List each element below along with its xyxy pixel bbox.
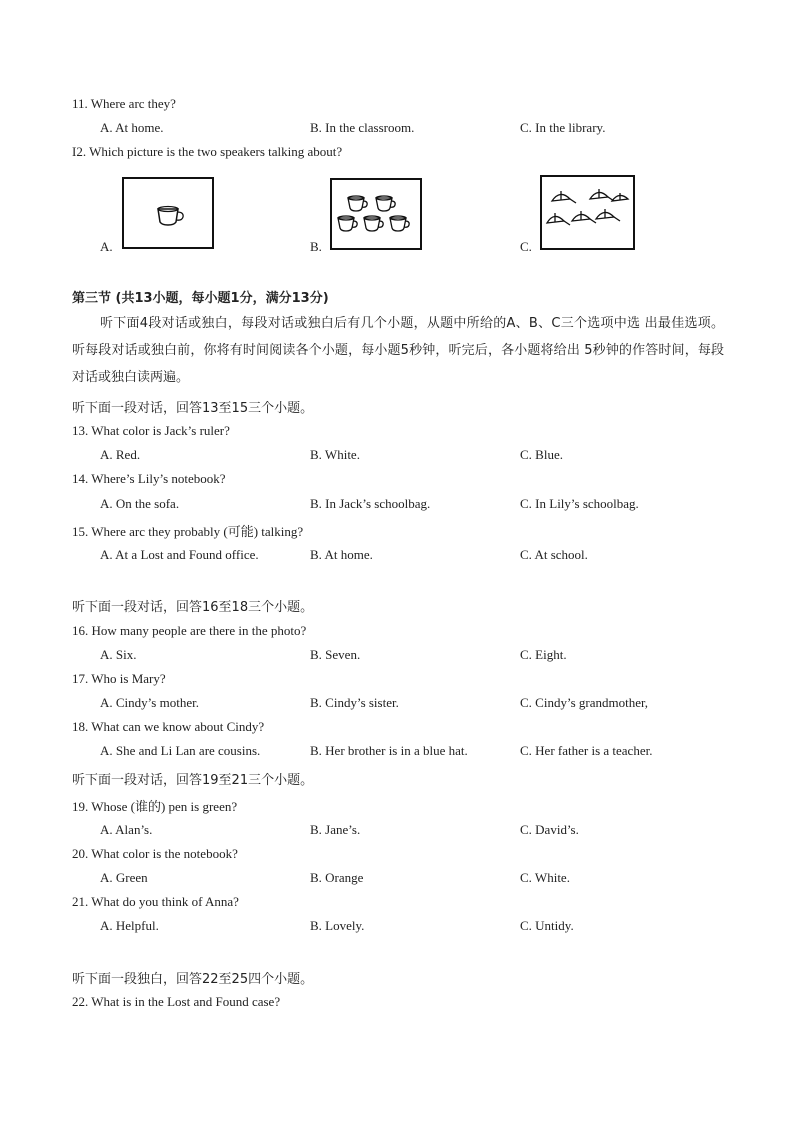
q17-option-c: C. Cindy’s grandmother, — [520, 695, 649, 710]
question-21: 21. What do you think of Anna? — [72, 894, 239, 909]
q19-option-c: C. David’s. — [520, 822, 579, 837]
q11-option-c: C. In the library. — [520, 120, 606, 135]
group-3-prompt: 听下面一段对话，回答19至21三个小题。 — [72, 773, 314, 788]
question-13: 13. What color is Jack’s ruler? — [72, 423, 230, 438]
question-15: 15. Where arc they probably (可能) talking? — [72, 524, 304, 539]
q14-option-b: B. In Jack’s schoolbag. — [310, 496, 431, 511]
group-2-prompt: 听下面一段对话，回答16至18三个小题。 — [72, 600, 314, 615]
q19-option-a: A. Alan’s. — [100, 822, 153, 837]
q18-option-b: B. Her brother is in a blue hat. — [310, 743, 468, 758]
q19-option-b: B. Jane’s. — [310, 822, 361, 837]
q15-option-b: B. At home. — [310, 547, 373, 562]
group-4-prompt: 听下面一段独白，回答22至25四个小题。 — [72, 972, 314, 987]
group-1-prompt: 听下面一段对话，回答13至15三个小题。 — [72, 401, 314, 416]
q12-option-b-label: B. — [310, 239, 322, 254]
question-14: 14. Where’s Lily’s notebook? — [72, 471, 226, 486]
q15-option-c: C. At school. — [520, 547, 588, 562]
q21-option-c: C. Untidy. — [520, 918, 574, 933]
q12-picture-a — [122, 177, 214, 249]
question-18: 18. What can we know about Cindy? — [72, 719, 265, 734]
q11-option-b: B. In the classroom. — [310, 120, 415, 135]
q13-option-b: B. White. — [310, 447, 360, 462]
question-17: 17. Who is Mary? — [72, 671, 166, 686]
five-cups-icon — [332, 180, 420, 248]
q12-option-c-label: C. — [520, 239, 532, 254]
question-20: 20. What color is the notebook? — [72, 846, 238, 861]
q21-option-b: B. Lovely. — [310, 918, 365, 933]
q14-option-c: C. In Lily’s schoolbag. — [520, 496, 639, 511]
q17-option-a: A. Cindy’s mother. — [100, 695, 199, 710]
q20-option-a: A. Green — [100, 870, 148, 885]
section-instructions: 听下面4段对话或独白，每段对话或独白后有几个小题，从题中所给的A、B、C三个选项中选 出最佳选项。听每段对话或独白前，你将有时间阅读各个小题，每小题5秒钟，听完后，各小题将给出 5秒钟的作答时间，每段对话或独白读两遍。 — [72, 316, 724, 385]
six-caps-icon — [542, 177, 633, 248]
q12-picture-c — [540, 175, 635, 250]
q16-option-c: C. Eight. — [520, 647, 567, 662]
q16-option-b: B. Seven. — [310, 647, 361, 662]
question-12: I2. Which picture is the two speakers talking about? — [72, 144, 343, 159]
q14-option-a: A. On the sofa. — [100, 496, 180, 511]
question-19: 19. Whose (谁的) pen is green? — [72, 799, 238, 814]
q12-picture-b — [330, 178, 422, 250]
q18-option-c: C. Her father is a teacher. — [520, 743, 653, 758]
q16-option-a: A. Six. — [100, 647, 137, 662]
q17-option-b: B. Cindy’s sister. — [310, 695, 399, 710]
q21-option-a: A. Helpful. — [100, 918, 159, 933]
question-16: 16. How many people are there in the photo? — [72, 623, 307, 638]
q18-option-a: A. She and Li Lan are cousins. — [100, 743, 261, 758]
question-22: 22. What is in the Lost and Found case? — [72, 994, 281, 1009]
q12-option-a-label: A. — [100, 239, 113, 254]
one-cup-icon — [124, 179, 212, 247]
section-heading: 第三节 (共13小题，每小题1分，满分13分) — [72, 291, 329, 306]
q11-option-a: A. At home. — [100, 120, 164, 135]
q20-option-b: B. Orange — [310, 870, 364, 885]
q15-option-a: A. At a Lost and Found office. — [100, 547, 259, 562]
q13-option-c: C. Blue. — [520, 447, 563, 462]
question-11: 11. Where arc they? — [72, 96, 176, 111]
q20-option-c: C. White. — [520, 870, 570, 885]
q13-option-a: A. Red. — [100, 447, 141, 462]
